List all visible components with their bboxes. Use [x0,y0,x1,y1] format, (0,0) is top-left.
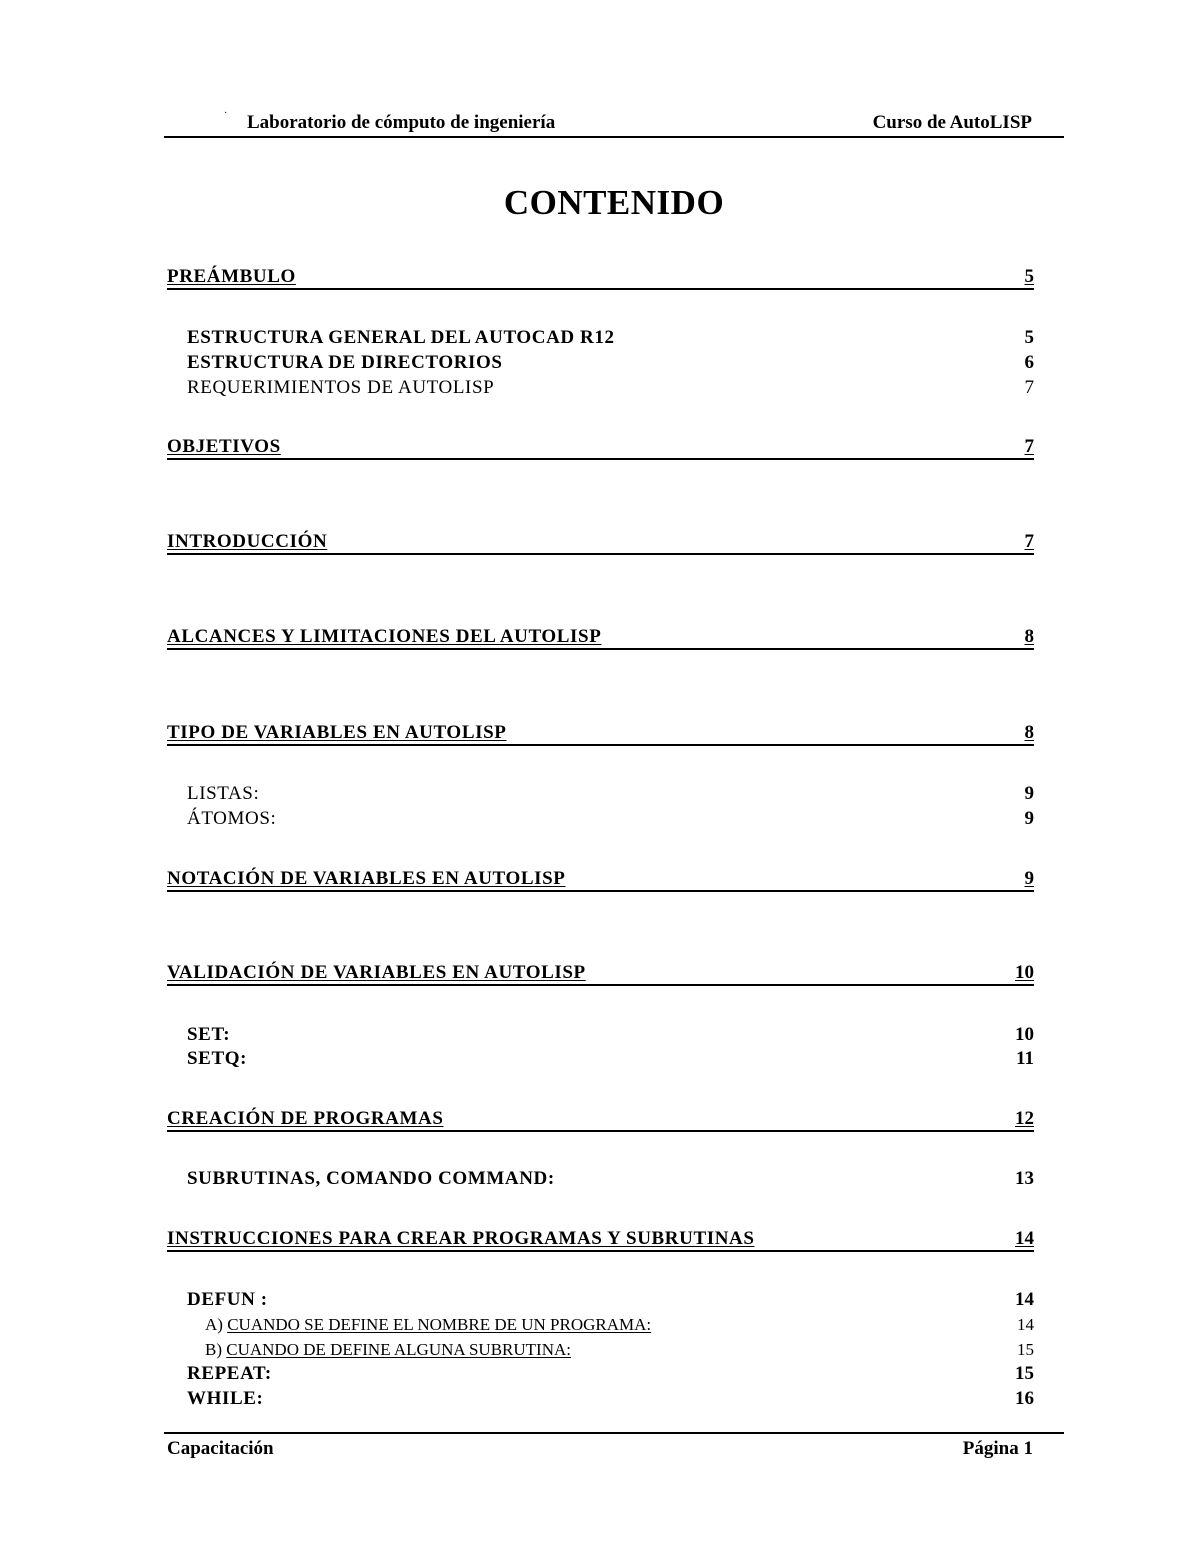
toc-entry-page: 9 [1024,868,1034,889]
toc-entry-title [205,1340,571,1360]
toc-entry-page: 7 [1024,377,1034,398]
toc-entry-alcances[interactable] [167,624,1034,650]
toc-entry-title: INTRODUCCIÓN [167,531,328,552]
toc-entry-tipo-variables[interactable] [167,720,1034,746]
toc-entry-title: ÁTOMOS: [187,808,277,829]
toc-entry-instrucciones[interactable] [167,1226,1034,1252]
toc-entry-title: ALCANCES Y LIMITACIONES DEL AUTOLISP [167,626,602,647]
toc-entry-page: 15 [1015,1363,1034,1384]
toc-entry-page: 16 [1015,1388,1034,1409]
toc-entry-page: 8 [1024,626,1034,647]
toc-entry-page: 9 [1024,783,1034,804]
toc-entry-title: PREÁMBULO [167,266,296,287]
toc-entry-page: 8 [1024,722,1034,743]
header-mark: · [224,108,228,119]
toc-entry-title: REQUERIMIENTOS DE AUTOLISP [187,377,495,398]
toc-entry-atomos[interactable] [187,806,1034,830]
toc-entry-estructura-general[interactable] [187,325,1034,349]
toc-entry-title: SET: [187,1024,231,1045]
header-left-text: Laboratorio de cómputo de ingeniería [247,112,556,133]
footer-rule [164,1432,1064,1434]
toc-entry-page: 15 [1017,1340,1034,1359]
toc-entry-title: INSTRUCCIONES PARA CREAR PROGRAMAS Y SUBRUTINAS [167,1228,755,1249]
toc-entry-page: 10 [1015,962,1034,983]
toc-entry-setq[interactable] [187,1046,1034,1070]
toc-entry-validacion[interactable] [167,960,1034,986]
toc-entry-title: CREACIÓN DE PROGRAMAS [167,1108,444,1129]
toc-entry-page: 5 [1024,327,1034,348]
toc-entry-introduccion[interactable] [167,529,1034,555]
toc-entry-page: 9 [1024,808,1034,829]
toc-entry-title: DEFUN : [187,1289,268,1310]
toc-entry-page: 11 [1016,1048,1034,1069]
toc-entry-objetivos[interactable] [167,434,1034,460]
toc-entry-page: 14 [1017,1315,1034,1334]
toc-entry-subrutinas[interactable] [187,1166,1034,1190]
page-title: CONTENIDO [503,183,725,222]
toc-entry-title: NOTACIÓN DE VARIABLES EN AUTOLISP [167,868,566,889]
toc-entry-page: 13 [1015,1168,1034,1189]
toc-entry-requerimientos[interactable] [187,375,1034,399]
toc-entry-defun-programa[interactable] [205,1313,1034,1335]
toc-entry-page: 5 [1024,266,1034,287]
header-right-text: Curso de AutoLISP [872,112,1032,133]
toc-entry-page: 14 [1015,1228,1034,1249]
toc-entry-page: 12 [1015,1108,1034,1129]
toc-entry-prefix: B) [205,1340,227,1359]
header-rule [164,136,1064,138]
toc-entry-title: ESTRUCTURA GENERAL DEL AUTOCAD R12 [187,327,615,348]
toc-entry-notacion[interactable] [167,866,1034,892]
toc-entry-page: 7 [1024,531,1034,552]
toc-entry-title-text: CUANDO SE DEFINE EL NOMBRE DE UN PROGRAMA: [227,1315,652,1334]
toc-entry-title: LISTAS: [187,783,260,804]
toc-entry-title: SUBRUTINAS, COMANDO COMMAND: [187,1168,555,1189]
toc-entry-title-text: CUANDO DE DEFINE ALGUNA SUBRUTINA: [226,1340,571,1359]
toc-entry-creacion[interactable] [167,1106,1034,1132]
toc-entry-defun-subrutina[interactable] [205,1338,1034,1360]
toc-entry-listas[interactable] [187,781,1034,805]
toc-entry-repeat[interactable] [187,1361,1034,1385]
toc-entry-while[interactable] [187,1386,1034,1410]
toc-entry-title: OBJETIVOS [167,436,281,457]
toc-entry-set[interactable] [187,1022,1034,1046]
toc-entry-title: REPEAT: [187,1363,272,1384]
toc-entry-page: 6 [1024,352,1034,373]
toc-entry-defun[interactable] [187,1287,1034,1311]
toc-entry-title [205,1315,651,1335]
toc-entry-preambulo[interactable] [167,264,1034,290]
toc-entry-page: 10 [1015,1024,1034,1045]
toc-entry-title: SETQ: [187,1048,248,1069]
toc-entry-page: 7 [1024,436,1034,457]
toc-entry-page: 14 [1015,1289,1034,1310]
toc-entry-title: TIPO DE VARIABLES EN AUTOLISP [167,722,507,743]
toc-entry-title: WHILE: [187,1388,264,1409]
toc-entry-title: ESTRUCTURA DE DIRECTORIOS [187,352,503,373]
toc-entry-estructura-directorios[interactable] [187,350,1034,374]
footer-page-number: Página 1 [962,1438,1033,1459]
toc-entry-prefix: A) [205,1315,228,1334]
footer-left-text: Capacitación [167,1438,274,1459]
toc-entry-title: VALIDACIÓN DE VARIABLES EN AUTOLISP [167,962,586,983]
